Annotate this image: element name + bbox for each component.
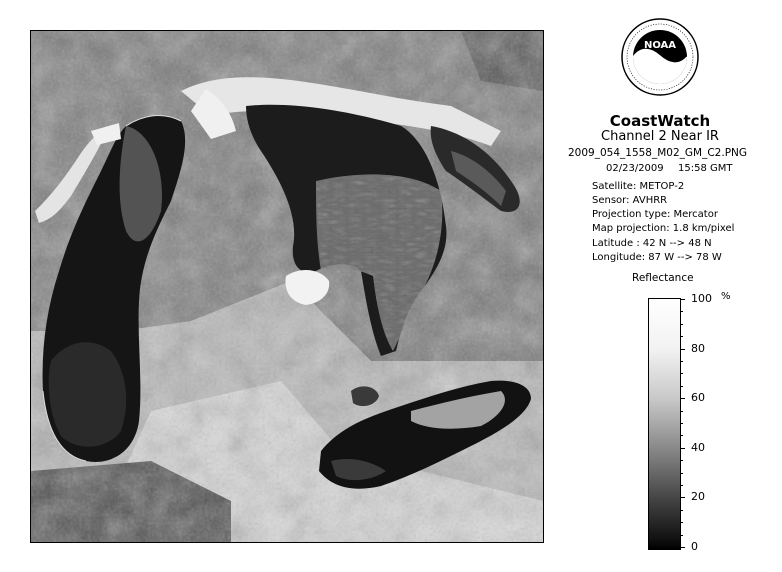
colorbar-tick — [680, 547, 685, 548]
colorbar-minor-tick — [680, 485, 683, 486]
colorbar-tick — [680, 497, 685, 498]
colorbar-tick — [680, 299, 685, 300]
product-title: CoastWatch — [609, 112, 711, 130]
colorbar-tick-label: 40 — [691, 440, 705, 454]
colorbar-tick-label: 80 — [691, 341, 705, 355]
channel-label: Channel 2 Near IR — [601, 129, 719, 144]
colorbar-minor-tick — [680, 473, 683, 474]
satellite-label: Satellite: METOP-2 — [592, 181, 685, 192]
colorbar-tick — [680, 349, 685, 350]
colorbar-minor-tick — [680, 423, 683, 424]
colorbar-minor-tick — [680, 361, 683, 362]
colorbar-minor-tick — [680, 324, 683, 325]
sensor-label: Sensor: AVHRR — [592, 195, 668, 206]
colorbar-minor-tick — [680, 510, 683, 511]
colorbar-title: Reflectance — [632, 272, 694, 284]
satellite-image — [30, 30, 544, 543]
filename-label: 2009_054_1558_M02_GM_C2.PNG — [568, 147, 748, 159]
longitude-label: Longitude: 87 W --> 78 W — [592, 252, 722, 263]
colorbar-minor-tick — [680, 373, 683, 374]
latitude-label: Latitude : 42 N --> 48 N — [592, 238, 712, 249]
colorbar-tick-label: 20 — [691, 490, 705, 504]
colorbar-minor-tick — [680, 522, 683, 523]
projection-type-label: Projection type: Mercator — [592, 209, 718, 220]
colorbar-tick-label: 60 — [691, 391, 705, 405]
noaa-logo-text: NOAA — [643, 40, 677, 51]
colorbar-tick-label: 100 — [691, 292, 712, 305]
colorbar-minor-tick — [680, 535, 683, 536]
colorbar-minor-tick — [680, 336, 683, 337]
reflectance-colorbar — [648, 298, 681, 550]
map-projection-label: Map projection: 1.8 km/pixel — [592, 223, 735, 234]
great-lakes-imagery — [31, 31, 543, 542]
colorbar-tick-label: 0 — [691, 540, 698, 553]
colorbar-unit: % — [721, 291, 731, 302]
date-label: 02/23/2009 — [606, 163, 664, 174]
colorbar-minor-tick — [680, 311, 683, 312]
colorbar-tick — [680, 398, 685, 399]
colorbar-minor-tick — [680, 435, 683, 436]
colorbar-minor-tick — [680, 460, 683, 461]
colorbar-minor-tick — [680, 411, 683, 412]
colorbar-minor-tick — [680, 386, 683, 387]
time-label: 15:58 GMT — [678, 163, 733, 174]
noaa-logo-icon — [621, 18, 699, 96]
colorbar-tick — [680, 448, 685, 449]
